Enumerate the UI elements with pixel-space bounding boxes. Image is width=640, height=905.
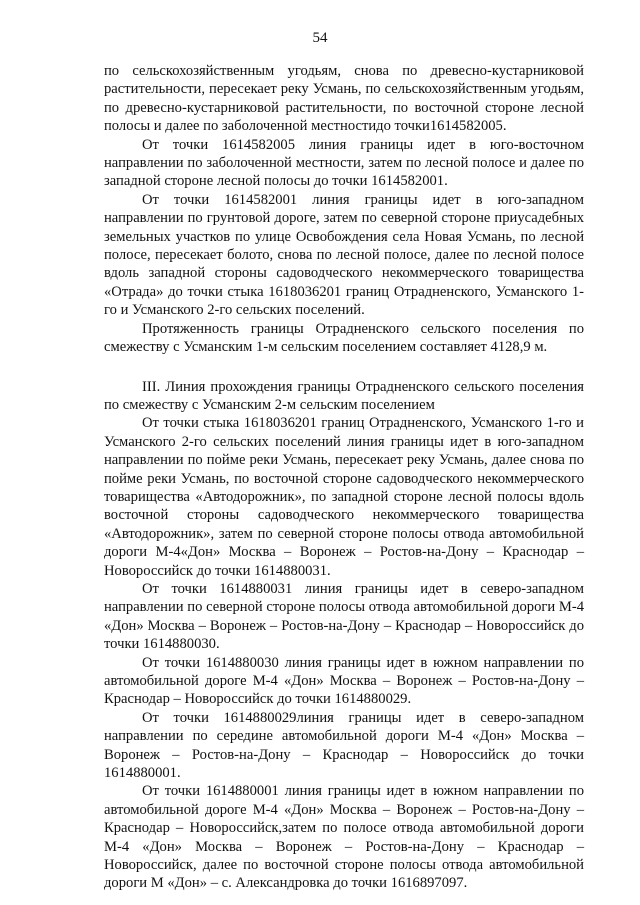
paragraph: От точки 1614880001 линия границы идет в южном направлении по автомобильной дороге М-4 «Дон» Москва – Воронеж – Ростов-на-Дону – Краснодар – Новороссийск,затем по полосе отвода автомобильной дороги М-4 «Дон» Москва – Воронеж – Ростов-на-Дону – Краснодар – Новороссийск, далее по восточной стороне полосы отвода автомобильной дороги М «Дон» – с. Александровка до точки 1616897097. — [104, 783, 584, 892]
paragraph: От точки 1614880029линия границы идет в северо-западном направлении по середине автомобильной дороги М-4 «Дон» Москва – Воронеж – Ростов-на-Дону – Краснодар – Новороссийск до точки 1614880001. — [104, 709, 584, 782]
page-number: 54 — [312, 30, 328, 46]
paragraph: От точки 1614582005 линия границы идет в юго-восточном направлении по заболоченной местности, затем по лесной полосе и далее по западной стороне лесной полосы до точки 1614582001. — [104, 136, 584, 190]
paragraph: по сельскохозяйственным угодьям, снова по древесно-кустарниковой растительности, пересекает реку Усмань, по сельскохозяйственным угодьям, по древесно-кустарниковой растительности, по восточной стороне лесной полосы и далее по заболоченной местностидо точки1614582005. — [104, 63, 584, 135]
paragraph: От точки 1614880030 линия границы идет в южном направлении по автомобильной дороге М-4 «Дон» Москва – Воронеж – Ростов-на-Дону – Краснодар – Новороссийск до точки 1614880029. — [104, 654, 584, 708]
paragraph: Протяженность границы Отрадненского сельского поселения по смежеству с Усманским 1-м сельским поселением составляет 4128,9 м. — [104, 320, 584, 356]
paragraph: От точки 1614582001 линия границы идет в юго-западном направлении по грунтовой дороге, затем по северной стороне приусадебных земельных участков по улице Освобождения села Новая Усмань, по лесной полосе, пересекает болото, снова по лесной полосе, далее по лесной полосе вдоль западной стороны садоводческого некоммерческого товарищества «Отрада» до точки стыка 1618036201 границ Отрадненского, Усманского 1-го и Усманского 2-го сельских поселений. — [104, 191, 584, 319]
paragraph: От точки 1614880031 линия границы идет в северо-западном направлении по северной стороне полосы отвода автомобильной дороги М-4 «Дон» Москва – Воронеж – Ростов-на-Дону – Краснодар – Новороссийск до точки 1614880030. — [104, 580, 584, 653]
section-heading: III. Линия прохождения границы Отрадненского сельского поселения по смежеству с Усманским 2-м сельским поселением — [104, 378, 584, 413]
document-body — [104, 62, 584, 893]
paragraph: От точки стыка 1618036201 границ Отрадненского, Усманского 1-го и Усманского 2-го сельских поселений линия границы идет в юго-западном направлении по пойме реки Усмань, пересекает реку Усмань, далее снова по пойме реки Усмань, по восточной стороне садоводческого некоммерческого товарищества «Автодорожник», по западной стороне лесной полосы вдоль восточной стороны садоводческого некоммерческого товарищества «Автодорожник», затем по северной стороне полосы отвода автомобильной дороги М-4«Дон» Москва – Воронеж – Ростов-на-Дону – Краснодар – Новороссийск до точки 1614880031. — [104, 415, 584, 579]
